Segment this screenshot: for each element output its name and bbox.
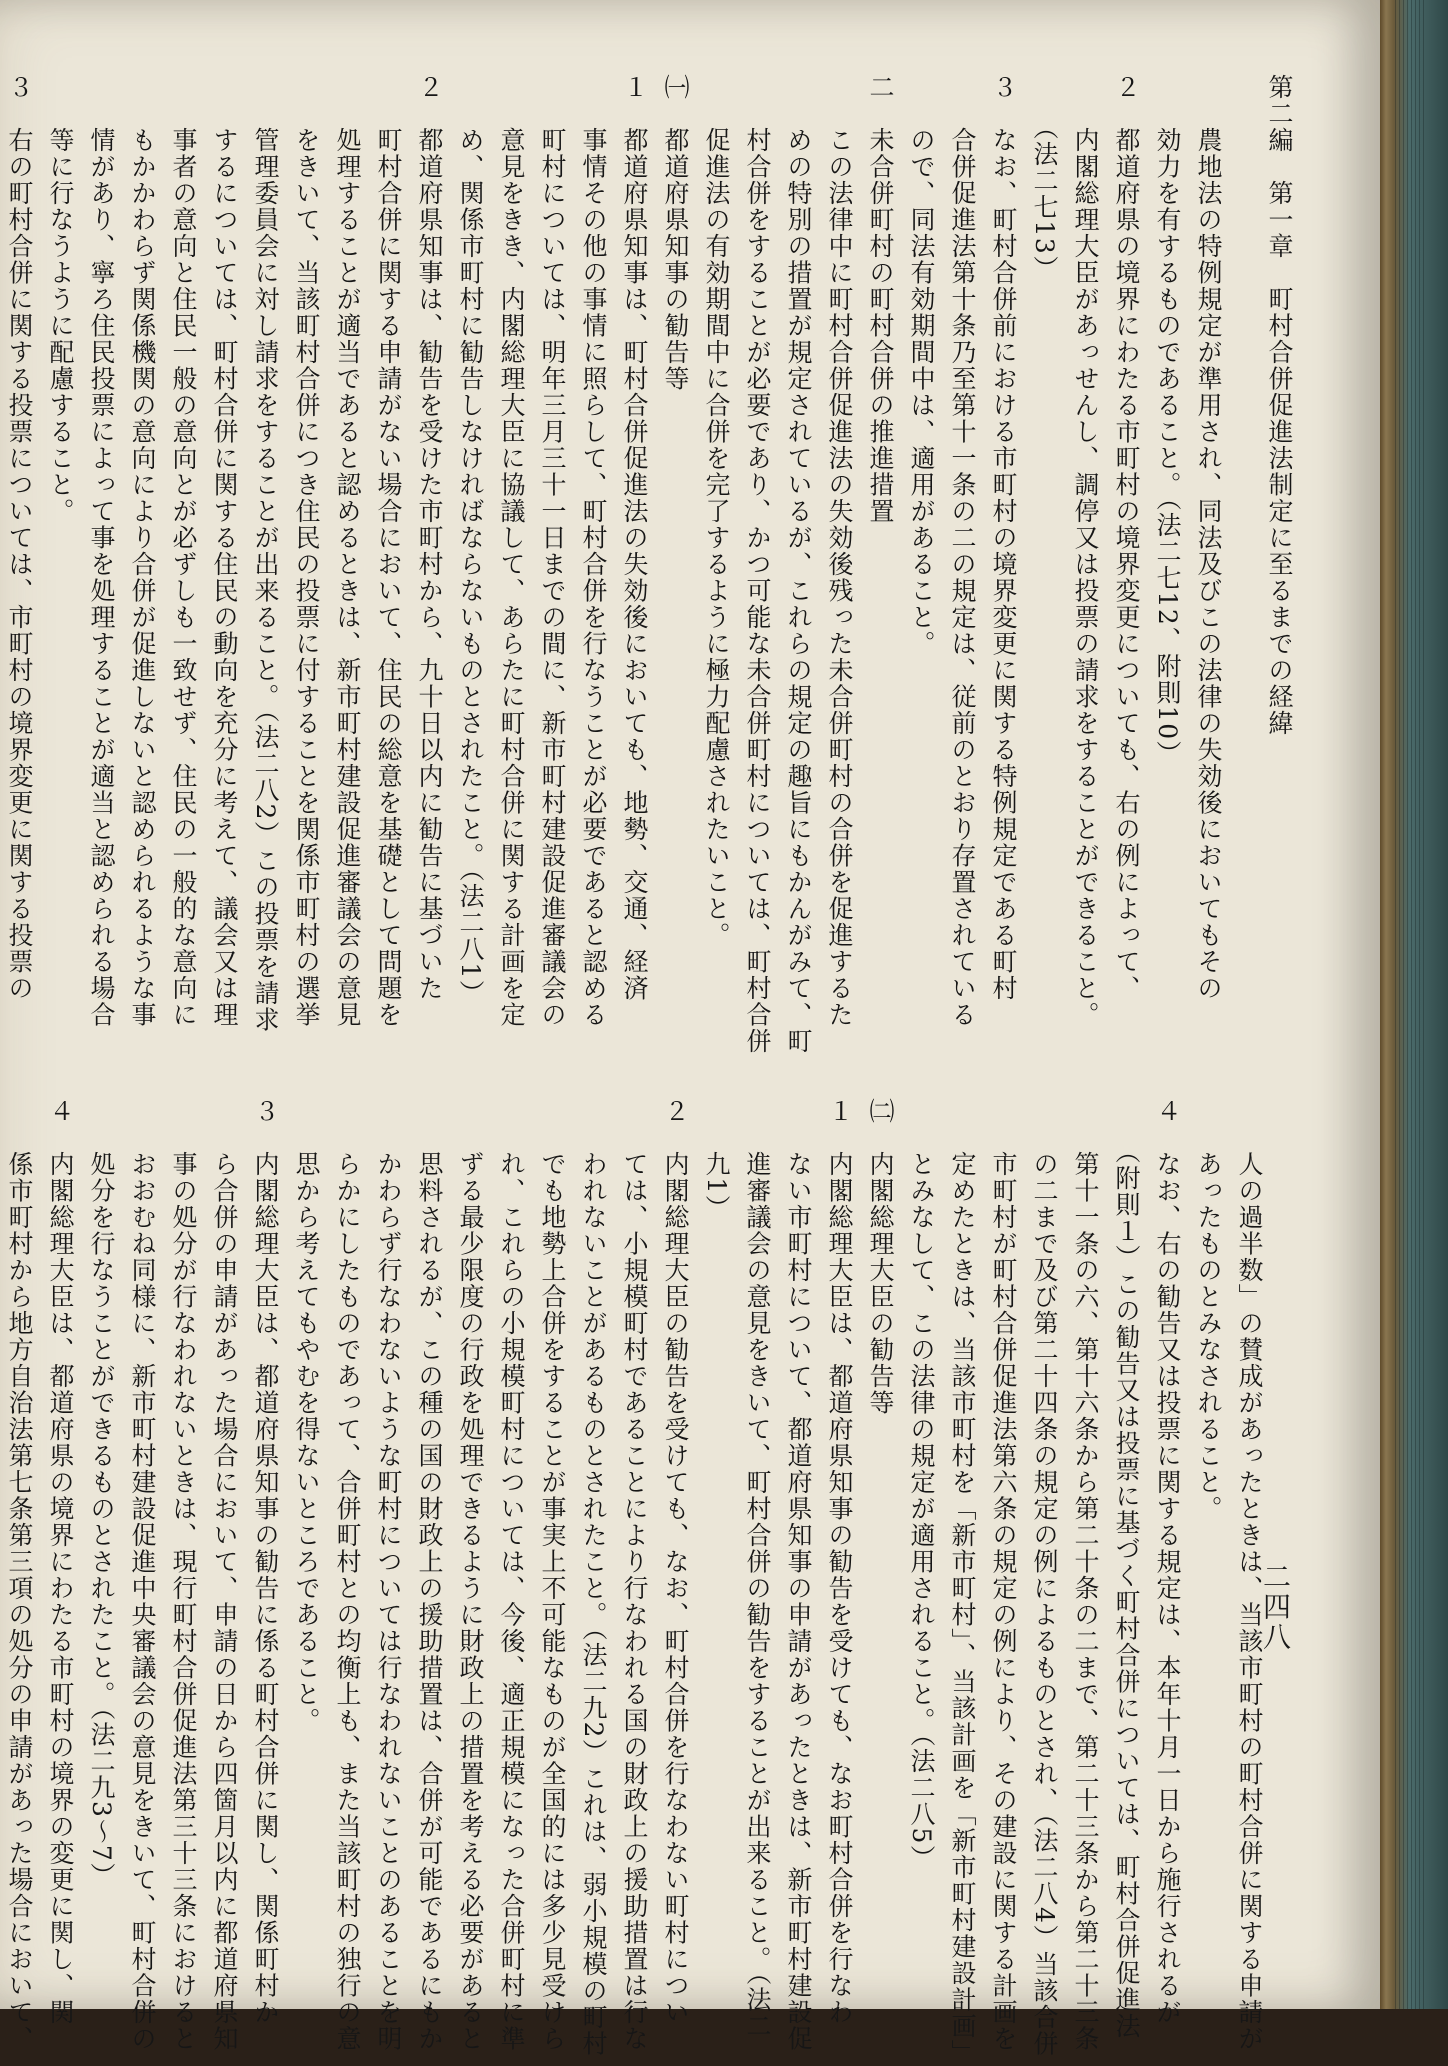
text-line: 事者の意向と住民一般の意向とが必ずしも一致せず、住民の一般的な意向に (169, 74, 198, 1028)
text-line: ずる最少限度の行政を処理できるように財政上の措置を考える必要があると (456, 1098, 485, 2052)
text-line: ３ 右の町村合併に関する投票については、市町村の境界変更に関する投票の (5, 74, 34, 1002)
text-line: ２ 都道府県知事は、勧告を受けた市町村から、九十日以内に勧告に基づいた (415, 74, 444, 1002)
text-line: われないことがあるものとされたこと。（法二九2）これは、弱小規模の町村 (579, 1098, 608, 2057)
text-line: 情があり、寧ろ住民投票によって事を処理することが適当と認められる場合 (87, 74, 116, 1028)
text-line: ４ なお、右の勧告又は投票に関する規定は、本年十月一日から施行されるが (1153, 1098, 1182, 2026)
text-line: らかにしたものであって、合併町村との均衡上も、また当該町村の独行の意 (333, 1098, 362, 2052)
text-line: 進審議会の意見をきいて、町村合併の勧告をすることが出来ること。（法二 (743, 1098, 772, 2040)
subsection-heading: ㈠ 都道府県知事の勧告等 (661, 74, 690, 392)
text-line: 思料されるが、この種の国の財政上の援助措置は、合併が可能であるにもか (415, 1098, 444, 2052)
text-line: め、関係市町村に勧告しなければならないものとされたこと。（法二八1） (456, 74, 485, 1007)
text-line: 人の過半数」の賛成があったときは、当該市町村の町村合併に関する申請が (1235, 1098, 1264, 2052)
text-line: 処分を行なうことができるものとされたこと。（法二九3〜7） (87, 1098, 116, 1889)
subsection-heading: ㈡ 内閣総理大臣の勧告等 (866, 1098, 895, 1416)
text-line: ４ 内閣総理大臣は、都道府県の境界にわたる市町村の境界の変更に関し、関 (46, 1098, 75, 2026)
text-line: 町村については、明年三月三十一日までの間に、新市町村建設促進審議会の (538, 74, 567, 1028)
text-line: 定めたときは、当該市町村を「新市町村」、当該計画を「新市町村建設計画」 (948, 1098, 977, 2066)
header-gap (1270, 1098, 1300, 1998)
text-line: 思から考えてもやむを得ないところであること。 (292, 1098, 321, 1734)
upper-text-block (0, 74, 1300, 1055)
text-line: おおむね同様に、新市町村建設促進中央審議会の意見をきいて、町村合併の (128, 1098, 157, 2052)
text-line: の二まで及び第二十四条の規定の例によるものとされ、（法二八4）当該合併 (1030, 1098, 1059, 2057)
text-line: この法律中に町村合併促進法の失効後残った未合併町村の合併を促進するた (825, 74, 854, 1028)
lower-text-block (0, 1098, 1300, 2066)
text-line: 町村合併に関する申請がない場合において、住民の総意を基礎として問題を (374, 74, 403, 1028)
text-line: 内閣総理大臣があっせんし、調停又は投票の請求をすることができること。 (1071, 74, 1100, 1028)
text-line: 第十一条の六、第十六条から第二十条の二まで、第二十三条から第二十三条 (1071, 1098, 1100, 2052)
text-line: 促進法の有効期間中に合併を完了するように極力配慮されたいこと。 (702, 74, 731, 949)
text-line: ３ なお、町村合併前における市町村の境界変更に関する特例規定である町村 (989, 74, 1018, 1002)
text-line: するについては、町村合併に関する住民の動向を充分に考えて、議会又は理 (210, 74, 239, 1028)
text-line: 等に行なうように配慮すること。 (46, 74, 75, 525)
text-line: 事の処分が行なわれないときは、現行町村合併促進法第三十三条におけると (169, 1098, 198, 2052)
text-line: あったものとみなされること。 (1194, 1098, 1223, 1522)
text-line: ら合併の申請があった場合において、申請の日から四箇月以内に都道府県知 (210, 1098, 239, 2052)
text-line: ない市町村について、都道府県知事の申請があったときは、新市町村建設促 (784, 1098, 813, 2052)
text-line: ２ 都道府県の境界にわたる市町村の境界変更についても、右の例によって、 (1112, 74, 1141, 1002)
text-line: でも地勢上合併をすることが事実上不可能なものが全国的には多少見受けら (538, 1098, 567, 2052)
text-line: 係市町村から地方自治法第七条第三項の処分の申請があった場合において、 (5, 1098, 34, 2052)
text-line: ２ 内閣総理大臣の勧告を受けても、なお、町村合併を行なわない町村につい (661, 1098, 690, 2026)
text-line: かわらず行なわないような町村については行なわれないことのあることを明 (374, 1098, 403, 2052)
text-line: ３ 内閣総理大臣は、都道府県知事の勧告に係る町村合併に関し、関係町村か (251, 1098, 280, 2026)
text-line: 農地法の特例規定が準用され、同法及びこの法律の失効後においてもその (1194, 74, 1223, 1002)
book-edge-pages (1395, 0, 1425, 2009)
text-line: （附則１）この勧告又は投票に基づく町村合併については、町村合併促進法 (1112, 1098, 1141, 2040)
text-line: ので、同法有効期間中は、適用があること。 (907, 74, 936, 657)
text-line: 合併促進法第十条乃至第十一条の二の規定は、従前のとおり存置されている (948, 74, 977, 1028)
chapter-heading: 第二編 第一章 町村合併促進法制定に至るまでの経緯 (1265, 74, 1294, 737)
section-heading: 二 未合併町村の町村合併の推進措置 (866, 74, 895, 525)
text-line: 九1） (702, 1098, 731, 1222)
text-line: ては、小規模町村であることにより行なわれる国の財政上の援助措置は行な (620, 1098, 649, 2052)
text-line: めの特別の措置が規定されているが、これらの規定の趣旨にもかんがみて、町 (784, 74, 813, 1055)
text-line: 処理することが適当であると認めるときは、新市町村建設促進審議会の意見 (333, 74, 362, 1028)
text-line: 村合併をすることが必要であり、かつ可能な未合併町村については、町村合併 (743, 74, 772, 1055)
text-line: １ 内閣総理大臣は、都道府県知事の勧告を受けても、なお町村合併を行なわ (825, 1098, 854, 2026)
text-line: とみなして、この法律の規定が適用されること。（法二八5） (907, 1098, 936, 1872)
text-line: １ 都道府県知事は、町村合併促進法の失効後においても、地勢、交通、経済 (620, 74, 649, 1002)
text-line: 管理委員会に対し請求をすることが出来ること。（法二八2）この投票を請求 (251, 74, 280, 1033)
text-line: 事情その他の事情に照らして、町村合併を行なうことが必要であると認める (579, 74, 608, 1028)
text-line: もかかわらず関係機関の意向により合併が促進しないと認められるような事 (128, 74, 157, 1028)
text-line: 市町村が町村合併促進法第六条の規定の例により、その建設に関する計画を (989, 1098, 1018, 2052)
text-line: 効力を有するものであること。（法二七12、附則10） (1153, 74, 1182, 768)
text-line: れ、これらの小規模町村については、今後、適正規模になった合併町村に準 (497, 1098, 526, 2052)
text-line: 意見をきき、内閣総理大臣に協議して、あらたに町村合併に関する計画を定 (497, 74, 526, 1028)
page-number: 二四八 (1259, 1562, 1292, 1652)
text-line: （法二七13） (1030, 74, 1059, 282)
heading-gap (1229, 74, 1259, 1034)
text-line: をきいて、当該町村合併につき住民の投票に付することを関係市町村の選挙 (292, 74, 321, 1028)
